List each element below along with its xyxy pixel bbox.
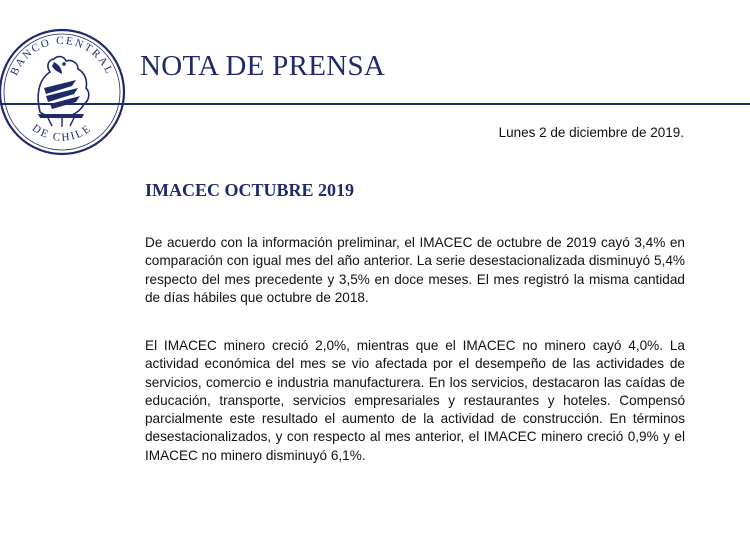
header-divider: [0, 103, 750, 105]
seal-text-top: BANCO CENTRAL: [8, 34, 116, 78]
article-title: IMACEC OCTUBRE 2019: [145, 180, 355, 200]
article-paragraph-2: El IMACEC minero creció 2,0%, mientras que el IMACEC no minero cayó 4,0%. La actividad económica del mes se vio afectada por el desempeño de las actividades de servicios, comercio e industria manufacturera. En los servicios, destacaron las caídas de educación, transporte, servicios empresariales y restaurantes y hoteles. Compensó parcialmente este resultado el aumento de la actividad de construcción. En términos desestacionalizados, y con respecto al mes anterior, el IMACEC minero creció 0,9% y el IMACEC no minero disminuyó 6,1%.: [145, 338, 685, 463]
press-release-date: Lunes 2 de diciembre de 2019.: [498, 125, 684, 140]
seal-text-bottom: DE CHILE: [29, 122, 95, 144]
page-header-title: NOTA DE PRENSA: [140, 50, 386, 82]
condor-emblem-icon: [38, 57, 89, 127]
article-paragraph-1: De acuerdo con la información preliminar, el IMACEC de octubre de 2019 cayó 3,4% en comparación con igual mes del año anterior. La serie desestacionalizada disminuyó 5,4% respecto del mes precedente y 3,5% en doce meses. El mes registró la misma cantidad de días hábiles que octubre de 2018.: [145, 235, 685, 305]
banco-central-seal-logo: [0, 22, 132, 162]
